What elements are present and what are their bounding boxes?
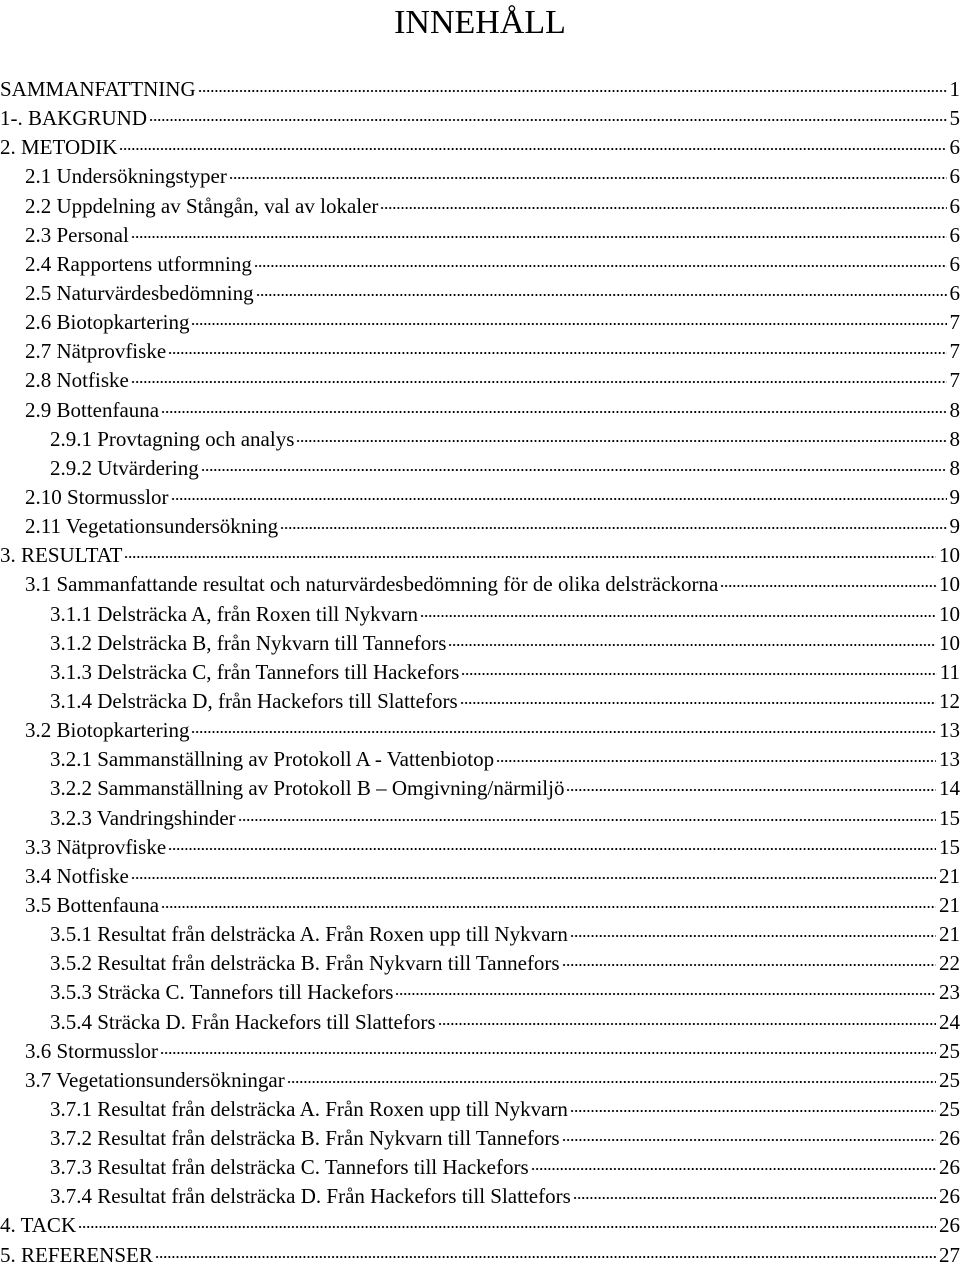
toc-page-number: 15 <box>939 833 960 862</box>
page-title: INNEHÅLL <box>0 0 960 46</box>
toc-entry[interactable] <box>0 1036 960 1065</box>
toc-entry-label: 1-. BAKGRUND <box>0 104 147 133</box>
toc-dot-leader <box>280 511 946 533</box>
toc-page-number: 26 <box>939 1182 960 1211</box>
toc-page-number: 7 <box>950 366 960 395</box>
toc-dot-leader <box>395 977 936 999</box>
toc-entry[interactable] <box>0 1181 960 1210</box>
toc-entry-label: 2.4 Rapportens utformning <box>25 250 252 279</box>
toc-dot-leader <box>256 278 947 300</box>
toc-page-number: 21 <box>939 862 960 891</box>
toc-page-number: 10 <box>939 541 960 570</box>
toc-dot-leader <box>78 1210 936 1232</box>
toc-page-number: 9 <box>950 483 960 512</box>
toc-page-number: 10 <box>939 629 960 658</box>
toc-entry-label: 2.1 Undersökningstyper <box>25 162 227 191</box>
toc-entry-label: 2. METODIK <box>0 133 117 162</box>
toc-dot-leader <box>562 948 936 970</box>
toc-entry-label: 2.6 Biotopkartering <box>25 308 189 337</box>
toc-entry-label: 2.2 Uppdelning av Stångån, val av lokaler <box>25 192 378 221</box>
toc-dot-leader <box>720 569 936 591</box>
toc-dot-leader <box>570 919 936 941</box>
toc-entry[interactable] <box>0 511 960 540</box>
toc-page-number: 6 <box>950 221 960 250</box>
toc-entry[interactable] <box>0 715 960 744</box>
toc-dot-leader <box>460 686 936 708</box>
toc-entry-label: 3.7.3 Resultat från delsträcka C. Tannefors till Hackefors <box>50 1153 529 1182</box>
toc-entry-label: 2.9.1 Provtagning och analys <box>50 425 294 454</box>
toc-entry[interactable] <box>0 540 960 569</box>
toc-dot-leader <box>161 890 936 912</box>
toc-dot-leader <box>496 744 936 766</box>
toc-entry[interactable] <box>0 657 960 686</box>
toc-page-number: 13 <box>939 745 960 774</box>
toc-entry-label: 3.2.1 Sammanställning av Protokoll A - Vattenbiotop <box>50 745 494 774</box>
toc-dot-leader <box>198 74 947 96</box>
toc-entry[interactable] <box>0 307 960 336</box>
toc-dot-leader <box>448 628 936 650</box>
toc-dot-leader <box>168 336 946 358</box>
toc-entry[interactable] <box>0 803 960 832</box>
toc-entry[interactable] <box>0 103 960 132</box>
toc-page-number: 22 <box>939 949 960 978</box>
toc-dot-leader <box>191 307 946 329</box>
toc-entry[interactable] <box>0 773 960 802</box>
toc-entry[interactable] <box>0 220 960 249</box>
toc-page-number: 6 <box>950 279 960 308</box>
toc-entry-label: 3.7.2 Resultat från delsträcka B. Från Nykvarn till Tannefors <box>50 1124 560 1153</box>
toc-page-number: 9 <box>950 512 960 541</box>
toc-entry-label: 3.2.2 Sammanställning av Protokoll B – Omgivning/närmiljö <box>50 774 564 803</box>
toc-entry[interactable] <box>0 832 960 861</box>
toc-dot-leader <box>229 161 947 183</box>
toc-dot-leader <box>168 832 936 854</box>
toc-dot-leader <box>287 1065 936 1087</box>
toc-page-number: 15 <box>939 804 960 833</box>
toc-entry[interactable] <box>0 395 960 424</box>
toc-dot-leader <box>149 103 947 125</box>
toc-entry[interactable] <box>0 161 960 190</box>
toc-entry-label: 3. RESULTAT <box>0 541 122 570</box>
toc-page-number: 11 <box>940 658 960 687</box>
toc-entry-label: 2.8 Notfiske <box>25 366 129 395</box>
toc-entry-label: 2.10 Stormusslor <box>25 483 169 512</box>
toc-page-number: 10 <box>939 570 960 599</box>
toc-entry[interactable] <box>0 132 960 161</box>
toc-page-number: 8 <box>950 396 960 425</box>
toc-dot-leader <box>562 1123 936 1145</box>
toc-entry-label: 4. TACK <box>0 1211 76 1240</box>
toc-dot-leader <box>160 1036 936 1058</box>
toc-entry-label: 2.11 Vegetationsundersökning <box>25 512 278 541</box>
toc-entry-label: 3.7.4 Resultat från delsträcka D. Från Hackefors till Slattefors <box>50 1182 571 1211</box>
toc-dot-leader <box>254 249 947 271</box>
toc-entry[interactable] <box>0 686 960 715</box>
toc-dot-leader <box>131 861 936 883</box>
toc-entry-label: 2.9.2 Utvärdering <box>50 454 199 483</box>
toc-entry-label: 3.1.4 Delsträcka D, från Hackefors till Slattefors <box>50 687 458 716</box>
toc-dot-leader <box>238 803 936 825</box>
toc-entry[interactable] <box>0 1094 960 1123</box>
toc-entry[interactable] <box>0 365 960 394</box>
toc-dot-leader <box>573 1181 936 1203</box>
toc-dot-leader <box>124 540 936 562</box>
toc-dot-leader <box>438 1007 937 1029</box>
toc-entry[interactable] <box>0 919 960 948</box>
toc-page-number: 6 <box>950 162 960 191</box>
toc-entry[interactable] <box>0 1007 960 1036</box>
toc-dot-leader <box>191 715 936 737</box>
toc-entry[interactable] <box>0 453 960 482</box>
toc-entry-label: 3.4 Notfiske <box>25 862 129 891</box>
toc-entry-label: 3.3 Nätprovfiske <box>25 833 166 862</box>
toc-page-number: 7 <box>950 308 960 337</box>
toc-entry[interactable] <box>0 599 960 628</box>
toc-entry[interactable] <box>0 948 960 977</box>
toc-dot-leader <box>296 424 946 446</box>
toc-entry-label: 3.7 Vegetationsundersökningar <box>25 1066 285 1095</box>
toc-entry[interactable] <box>0 977 960 1006</box>
toc-page-number: 8 <box>950 454 960 483</box>
toc-entry[interactable] <box>0 569 960 598</box>
toc-entry[interactable] <box>0 249 960 278</box>
toc-dot-leader <box>171 482 947 504</box>
toc-dot-leader <box>131 365 947 387</box>
toc-entry-label: 3.5.2 Resultat från delsträcka B. Från Nykvarn till Tannefors <box>50 949 560 978</box>
table-of-contents <box>0 74 960 1269</box>
toc-dot-leader <box>461 657 937 679</box>
toc-dot-leader <box>119 132 946 154</box>
toc-page-number: 6 <box>950 133 960 162</box>
toc-page-number: 26 <box>939 1153 960 1182</box>
toc-entry-label: 3.5.4 Sträcka D. Från Hackefors till Slattefors <box>50 1008 436 1037</box>
toc-dot-leader <box>201 453 947 475</box>
toc-entry-label: 3.1 Sammanfattande resultat och naturvärdesbedömning för de olika delsträckorna <box>25 570 718 599</box>
toc-dot-leader <box>570 1094 936 1116</box>
toc-entry-label: 2.3 Personal <box>25 221 129 250</box>
toc-page-number: 26 <box>939 1211 960 1240</box>
toc-dot-leader <box>161 395 946 417</box>
toc-page-number: 25 <box>939 1037 960 1066</box>
toc-page-number: 23 <box>939 978 960 1007</box>
toc-entry[interactable] <box>0 1210 960 1239</box>
toc-entry-label: 3.1.1 Delsträcka A, från Roxen till Nykvarn <box>50 600 418 629</box>
toc-page-number: 21 <box>939 891 960 920</box>
toc-page-number: 21 <box>939 920 960 949</box>
toc-entry-label: 3.5.3 Sträcka C. Tannefors till Hackefors <box>50 978 393 1007</box>
toc-dot-leader <box>131 220 947 242</box>
toc-entry-label: 3.1.2 Delsträcka B, från Nykvarn till Tannefors <box>50 629 446 658</box>
toc-page-number: 25 <box>939 1095 960 1124</box>
toc-entry[interactable] <box>0 890 960 919</box>
toc-entry[interactable] <box>0 278 960 307</box>
toc-entry-label: 3.6 Stormusslor <box>25 1037 158 1066</box>
toc-page-number: 12 <box>939 687 960 716</box>
toc-entry-label: 3.5 Bottenfauna <box>25 891 159 920</box>
toc-entry-label: 2.7 Nätprovfiske <box>25 337 166 366</box>
toc-entry[interactable] <box>0 191 960 220</box>
toc-entry[interactable] <box>0 861 960 890</box>
toc-entry-label: 3.2.3 Vandringshinder <box>50 804 236 833</box>
toc-entry[interactable] <box>0 1152 960 1181</box>
toc-entry-label: 3.2 Biotopkartering <box>25 716 189 745</box>
toc-entry[interactable] <box>0 482 960 511</box>
toc-dot-leader <box>155 1240 936 1262</box>
toc-entry-label: 2.5 Naturvärdesbedömning <box>25 279 254 308</box>
toc-entry-label: 2.9 Bottenfauna <box>25 396 159 425</box>
toc-entry[interactable] <box>0 336 960 365</box>
toc-entry[interactable] <box>0 424 960 453</box>
toc-entry-label: 3.1.3 Delsträcka C, från Tannefors till Hackefors <box>50 658 459 687</box>
toc-page-number: 25 <box>939 1066 960 1095</box>
toc-dot-leader <box>566 773 936 795</box>
toc-entry[interactable] <box>0 744 960 773</box>
toc-page-number: 5 <box>950 104 960 133</box>
toc-page-number: 6 <box>950 250 960 279</box>
toc-page-number: 8 <box>950 425 960 454</box>
toc-entry[interactable] <box>0 1123 960 1152</box>
toc-entry[interactable] <box>0 74 960 103</box>
toc-page-number: 26 <box>939 1124 960 1153</box>
toc-entry[interactable] <box>0 1240 960 1269</box>
toc-entry-label: 5. REFERENSER <box>0 1241 153 1270</box>
toc-page-number: 24 <box>939 1008 960 1037</box>
toc-entry[interactable] <box>0 628 960 657</box>
toc-entry-label: SAMMANFATTNING <box>0 75 196 104</box>
toc-dot-leader <box>420 599 936 621</box>
toc-dot-leader <box>531 1152 936 1174</box>
toc-entry-label: 3.7.1 Resultat från delsträcka A. Från Roxen upp till Nykvarn <box>50 1095 568 1124</box>
toc-page-number: 10 <box>939 600 960 629</box>
toc-page-number: 1 <box>950 75 960 104</box>
toc-page-number: 7 <box>950 337 960 366</box>
toc-page-number: 13 <box>939 716 960 745</box>
toc-page-number: 14 <box>939 774 960 803</box>
toc-page-number: 6 <box>950 192 960 221</box>
toc-entry-label: 3.5.1 Resultat från delsträcka A. Från Roxen upp till Nykvarn <box>50 920 568 949</box>
toc-dot-leader <box>380 191 946 213</box>
toc-entry[interactable] <box>0 1065 960 1094</box>
toc-page-number: 27 <box>939 1241 960 1270</box>
